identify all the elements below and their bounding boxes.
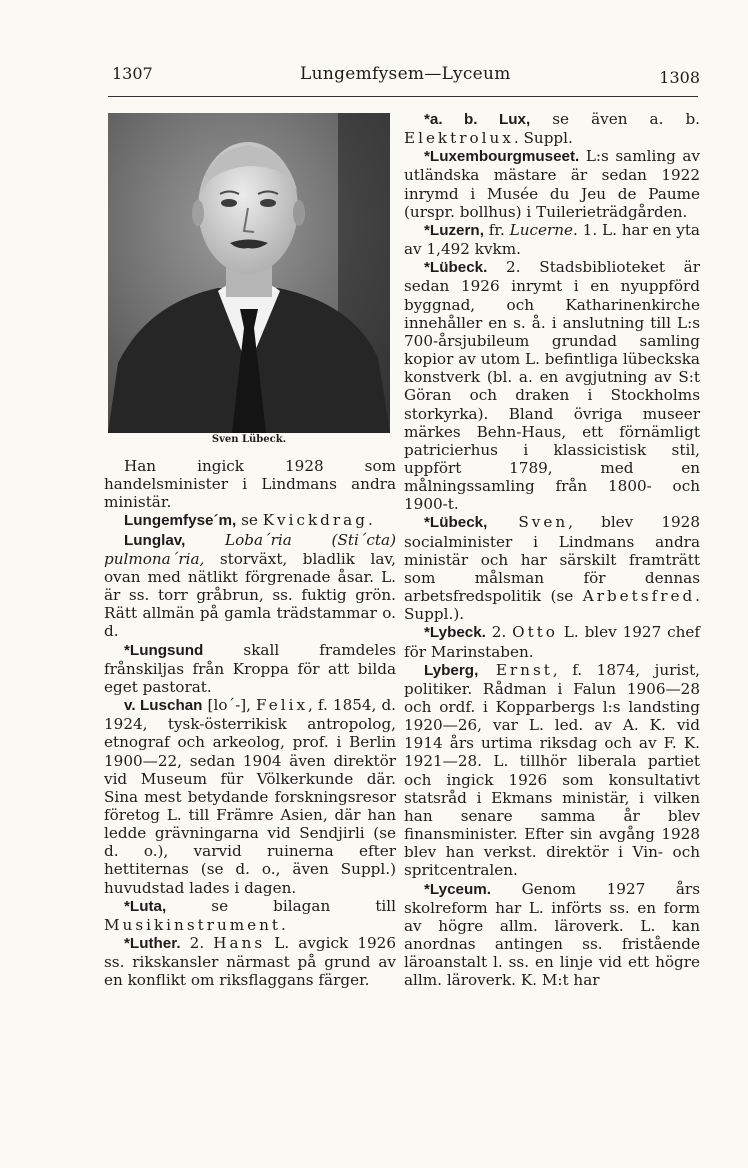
cross-reference: Kvickdrag: [262, 511, 368, 530]
cross-reference: Arbetsfred: [582, 587, 696, 606]
page-number-left: 1307: [112, 64, 153, 83]
entry-headword: *Lyceum.: [424, 880, 491, 898]
cross-reference: Musikinstrument: [104, 915, 282, 934]
portrait-photo: [108, 113, 390, 433]
entry-luschan: v. Luschan [lo´-], Felix, f. 1854, d. 1924, tysk-österrikisk antropolog, etnograf och arkeolog, prof. i Berlin 1900—22, sedan 1904 även direktör vid Museum für Völkerkunde där. Sina mest betydande forskningsresor företog L. till Främre Asien, där han ledde grävningarna vid Sendjirli (se d. o.), varvid ruinerna efter hettiternas (se d. o., även Suppl.) huvudstad lades i dagen.: [104, 696, 397, 897]
entry-headword: *a. b. Lux,: [424, 111, 531, 128]
left-text-column: [104, 457, 396, 990]
person-name: Hans: [213, 934, 266, 953]
entry-lubeck-city: *Lübeck. 2. Stadsbiblioteket är sedan 1926 inrymt i en nyuppförd byggnad, och Katharinenkirche innehåller en s. å. i anslutning till L:s 700-årsjubileum grundad samling kopior av utom L. befintliga lübeckska konstverk (bl. a. en avgjutning av S:t Göran och draken i Stockholms storkyrka). Bland övriga museer märkes Behn-Haus, ett förnämligt patricierhus i klassicistisk stil, uppfört 1789, med en målningssamling från 1800- och 1900-t.: [404, 258, 700, 514]
entry-headword: *Luta,: [124, 897, 167, 915]
entry-headword: *Luther.: [124, 935, 181, 953]
entry-headword: *Luzern,: [424, 221, 484, 239]
entry-luzern: *Luzern, fr. Lucerne. 1. L. har en yta av 1,492 kvkm.: [404, 220, 700, 259]
running-title: Lungemfysem—Lyceum: [300, 64, 511, 84]
entry-headword: *Luxembourgmuseet.: [424, 148, 580, 166]
entry-headword: *Lybeck.: [424, 624, 486, 642]
photo-caption: Sven Lübeck.: [211, 434, 287, 445]
entry-headword: *Lübeck.: [424, 259, 488, 277]
right-text-column: [404, 110, 700, 990]
entry-lux: *a. b. Lux, se även a. b. Elektrolux. Suppl.: [404, 110, 701, 148]
entry-paragraph: Han ingick 1928 som handelsminister i Lindmans andra ministär.: [104, 457, 396, 512]
entry-luther: *Luther. 2. Hans L. avgick 1926 ss. rikskansler närmast på grund av en konflikt om riksflaggans färger.: [104, 934, 396, 990]
entry-lungsund: *Lungsund skall framdeles frånskiljas från Kroppa för att bilda eget pastorat.: [104, 640, 396, 696]
latin-name: Loba´ria (Sti´cta) pulmona´ria,: [104, 530, 396, 568]
running-header: [112, 62, 706, 90]
entry-lybeck: *Lybeck. 2. Otto L. blev 1927 chef för Marinstaben.: [404, 623, 700, 661]
entry-headword: *Lungsund: [124, 641, 204, 659]
entry-headword: Lyberg,: [424, 661, 479, 679]
person-name: Felix: [256, 696, 309, 715]
entry-lubeck-sven: *Lübeck, Sven, blev 1928 socialminister i Lindmans andra ministär och har särskilt framträtt som målsman för dennas arbetsfredspolitik (se Arbetsfred. Suppl.).: [404, 513, 700, 624]
entry-lyceum: *Lyceum. Genom 1927 års skolreform har L. införts ss. en form av högre allm. läroverk. L. kan anordnas antingen ss. fristående läroanstalt l. ss. en linje vid ett högre allm. läroverk. K. M:t har: [404, 879, 700, 990]
header-rule: [108, 96, 698, 97]
entry-headword: *Lübeck,: [424, 514, 488, 532]
person-name: Otto: [512, 623, 558, 642]
entry-lyberg: Lyberg, Ernst, f. 1874, jurist, politiker. Rådman i Falun 1906—28 och ordf. i Kopparbergs l:s landsting 1920—26, var L. led. av A. K. vid 1914 års urtima riksdag och av F. K. 1921—28. L. tillhör liberala partiet och ingick 1926 som konsultativt statsråd i Ekmans ministär, i vilken han senare samma år blev finansminister. Efter sin avgång 1928 blev han verkst. direktör i Vin- och spritcentralen.: [404, 660, 700, 880]
entry-headword: Lungemfyse´m,: [124, 512, 237, 530]
portrait-illustration: [108, 113, 390, 433]
entry-luta: *Luta, se bilagan till Musikinstrument.: [104, 896, 396, 934]
page-number-right: 1308: [659, 68, 700, 87]
entry-lungemfysem: Lungemfyse´m, se Kvickdrag.: [124, 511, 373, 530]
entry-headword: v. Luschan: [124, 697, 203, 715]
person-name: Ernst: [478, 660, 553, 679]
cross-reference: Elektrolux: [404, 129, 514, 148]
entry-lunglav: Lunglav, Loba´ria (Sti´cta) pulmona´ria, storväxt, bladlik lav, ovan med nätlikt förgrenade åsar. L. är ss. torr gråbrun, ss. fuktig grön. Rätt allmän på gamla trädstammar o. d.: [104, 530, 396, 641]
entry-headword: Lunglav,: [124, 531, 186, 549]
entry-luxembourgmuseet: *Luxembourgmuseet. L:s samling av utländska mästare är sedan 1922 inrymd i Musée du Jeu de Paume (urspr. bollhus) i Tuilerieträdgården.: [404, 147, 700, 221]
person-name: Sven: [487, 513, 569, 532]
